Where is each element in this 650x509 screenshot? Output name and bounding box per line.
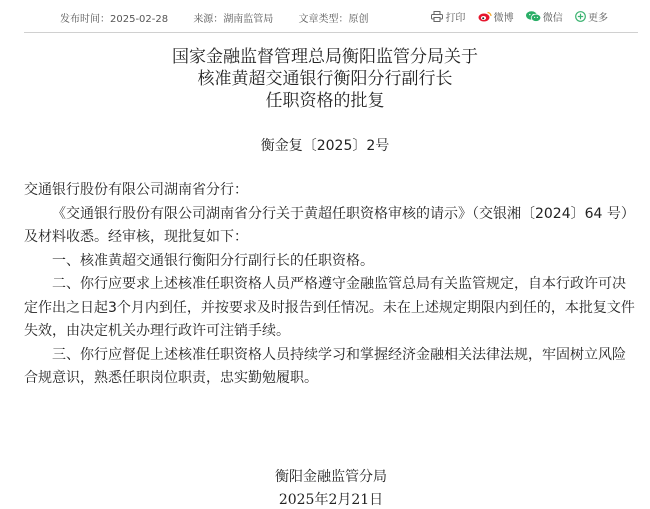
title-line-1: 国家金融监督管理总局衡阳监管分局关于 <box>172 47 478 67</box>
meta-bar <box>24 0 638 33</box>
salutation: 交通银行股份有限公司湖南省分行： <box>24 182 248 198</box>
more-share-button[interactable] <box>575 9 608 24</box>
document-title <box>0 46 650 112</box>
body-paragraph-4: 三、你行应督促上述核准任职资格人员持续学习和掌握经济金融相关法律法规，牢固树立风险合规意识，熟悉任职岗位职责，忠实勤勉履职。 <box>24 346 626 386</box>
title-line-2: 核准黄超交通银行衡阳分行副行长 <box>197 69 453 89</box>
title-line-3: 任职资格的批复 <box>265 91 385 111</box>
weibo-share-button[interactable] <box>478 9 514 24</box>
article-source: 来源：湖南监管局 <box>193 14 274 25</box>
wechat-icon <box>526 11 541 22</box>
weibo-icon <box>478 11 492 22</box>
publish-date: 发布时间：2025-02-28 <box>60 14 169 25</box>
printer-icon <box>431 11 443 22</box>
document-number: 衡金复〔2025〕2号 <box>260 138 390 154</box>
print-button[interactable] <box>431 9 465 24</box>
weibo-label: 微博 <box>493 13 514 24</box>
print-label: 打印 <box>445 13 466 24</box>
wechat-share-button[interactable] <box>526 9 563 24</box>
wechat-label: 微信 <box>542 13 563 24</box>
article-type: 文章类型：原创 <box>298 14 369 25</box>
body-paragraph-2: 一、核准黄超交通银行衡阳分行副行长的任职资格。 <box>52 252 374 269</box>
body-paragraph-1: 《交通银行股份有限公司湖南省分行关于黄超任职资格审核的请示》（交银湘〔2024〕64 号）及材料收悉。经审核，现批复如下： <box>24 205 635 245</box>
signature-org: 衡阳金融监管分局 <box>275 469 387 485</box>
article-meta <box>60 10 391 25</box>
document-body <box>24 179 638 391</box>
body-paragraph-3: 二、你行应要求上述核准任职资格人员严格遵守金融监管总局有关监管规定，自本行政许可决定作出之日起3个月内到任，并按要求及时报告到任情况。未在上述规定期限内到任的，本批复文件失效，由决定机关办理行政许可注销手续。 <box>24 276 635 339</box>
plus-circle-icon <box>575 11 586 22</box>
share-toolbar <box>422 9 608 25</box>
more-label: 更多 <box>588 13 608 24</box>
signature-date: 2025年2月21日 <box>278 492 384 508</box>
